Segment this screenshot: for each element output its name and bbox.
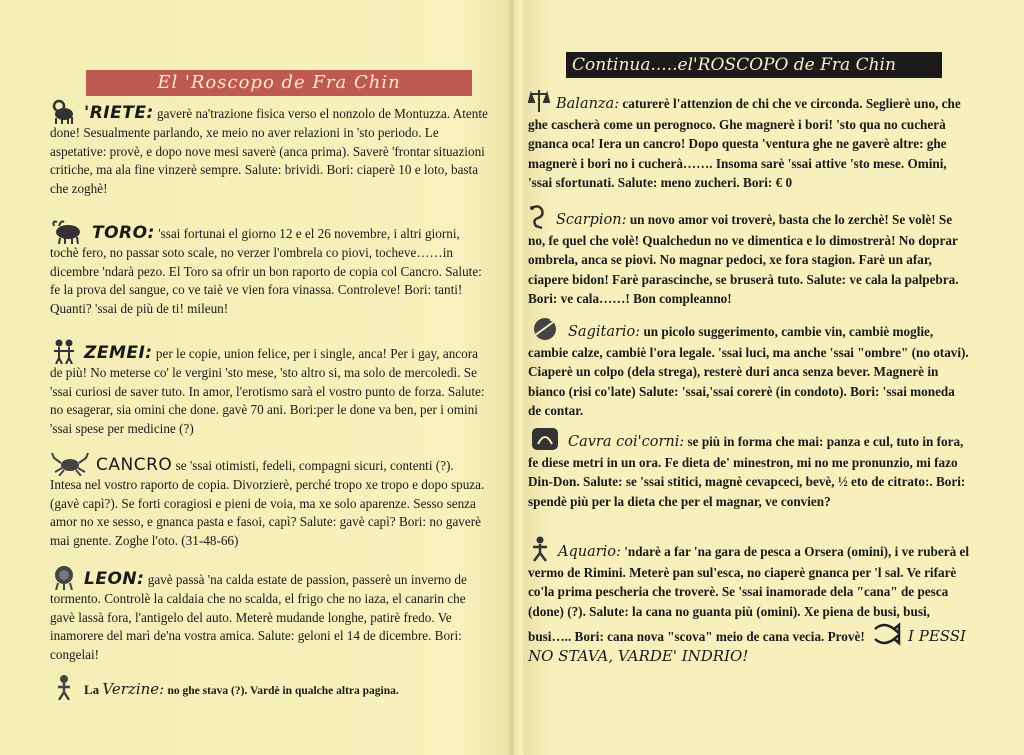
taurus-bull-icon (50, 218, 86, 244)
sign-text: un picolo suggerimento, cambie vin, cambiè moglie, cambie calze, cambiè l'ora legale. 'ssai luci, ma anche 'ssai "ombre" (no otavi). Ciaperè un colpo (dela strega), resterè duri anca senza bever. Magnerè in bianco (risi co'late) Salute: 'ssai,'ssai corerè (in condoto). Bori: 'ssai moneda de contar. (528, 324, 969, 419)
gemini-twins-icon (50, 338, 78, 364)
left-banner-title: El 'Roscopo de Fra Chin (86, 70, 472, 96)
sign-text: caturerè l'attenzion de chi che ve circonda. Seglierè uno, che ghe cascherà come un perognoco. Ghe magnerè i bori! 'sto qua no cucherà gnanca oca! Iera un cancro! Dopo questa 'ventura ghe ne gaverè altre: ghe magnerè i bori no i cucherà……. Insoma sarè 'ssai attive 'sto mese. Omini, 'ssai sfortunati. Salute: meno zucheri. Bori: € 0 (528, 96, 961, 191)
sign-name: Cavra coi'corni: (568, 434, 685, 450)
sign-text: gaverè na'trazione fisica verso el nonzolo de Montuzza. Atente done! Sesualmente parlando, xe meio no aver relazioni in 'sto periodo. Le aspetative: provè, e dopo nove mesi saverè (anca prima). Saverè 'frontar situazioni critiche, ma ala fine vinzerè sempre. Salute: brividi. Bori: ciaperè 10 e loto, basta che zoghè! (50, 106, 488, 196)
scorpio-scorpion-icon (528, 204, 550, 230)
horoscope-scorpio (528, 204, 970, 309)
horoscope-libra (528, 88, 970, 193)
sign-text: per le copie, union felice, per i single, anca! Per i gay, ancora de più! No meterse co' le vergini 'sto mese, 'sto altro si, ma solo de mercoledì. Se 'ssai curiosi de saver tuto. In amor, l'erotismo sarà el vostro punto de forza. Salute: no esagerar, sia omini che done. gavè 70 ani. Bori:per le done va ben, per i omini 'ssai spese per medicine (?) (50, 346, 485, 436)
pisces-fish-icon (872, 621, 902, 647)
sign-name: ZEMEI: (84, 343, 153, 363)
libra-scales-icon (528, 88, 550, 114)
leo-lion-icon (50, 564, 78, 590)
sign-name: Sagitario: (568, 324, 641, 340)
cancer-crab-icon (50, 450, 90, 476)
horoscope-aquarius (528, 536, 970, 667)
sign-name: TORO: (92, 223, 155, 243)
horoscope-capricorn (528, 426, 970, 511)
sign-text: se 'ssai otimisti, fedeli, compagni sicuri, contenti (?). Intesa nel vostro raporto de copia. Divorzierè, perché tropo xe tropo e dopo spuza. (gavè capì?). Se forti coragiosi e pieni de voia, ma xe solo aparenze. Sesso senza amor no xe sesso, e gnanca pasta e fasoi, capì? Salute: gavè capì? Bori: no gaverè mai gnente. Zoghe l'oto. (31-48-66) (50, 458, 485, 548)
sign-name: 'RIETE: (84, 103, 154, 123)
capricorn-goat-icon (528, 426, 562, 452)
sagittarius-archer-icon (528, 316, 562, 342)
horoscope-virgo (50, 674, 488, 701)
sign-name: CANCRO (96, 455, 173, 475)
sign-name: Scarpion: (556, 212, 627, 228)
sign-text: no ghe stava (?). Vardè in qualche altra pagina. (167, 685, 399, 697)
aries-ram-icon (50, 98, 78, 124)
sign-name: LEON: (84, 569, 145, 589)
virgo-prefix: La (84, 682, 100, 697)
sign-text: 'ssai fortunai el giorno 12 e el 26 novembre, i altri giorni, tochè fero, no passar soto scale, no verzer l'ombrela co piovi, tocheve……in dicembre 'ndarà pezo. El Toro sa ofrir un bon raporto de copia col Cancro. Salute: fe la prova del sangue, co ve taiè ve vien fora vinassa. Controleve! Bori: tanti! Quanti? 'ssai de più de ti! mileun! (50, 226, 482, 316)
sign-name: Aquario: (558, 544, 621, 560)
virgo-maiden-icon (50, 674, 78, 700)
horoscope-sagittarius (528, 316, 970, 421)
aquarius-water-bearer-icon (528, 536, 552, 562)
sign-name: Balanza: (556, 96, 620, 112)
horoscope-gemini (50, 338, 488, 438)
horoscope-taurus (50, 218, 488, 318)
horoscope-aries (50, 98, 488, 198)
sign-text: se più in forma che mai: panza e cul, tuto in fora, fe diese metri in un ora. Fe dieta de' minestron, mi no me pronunzio, mi fazo Din-Don. Salute: se 'ssai stitici, magnè cevapceci, bevè, ½ eto de citrato:. Bori: spendè più per la dieta che per el magnar, ve convien? (528, 434, 966, 509)
horoscope-leo (50, 564, 488, 664)
sign-text: un novo amor voi troverè, basta che lo zerchè! Se volè! Se no, fe quel che volè! Qualchedun no ve dimentica e lo dimostrerà! No doprar ombrela, anca se piovi. No magnar pedoci, xe fora stagion. Farè un afar, ciapere bidon! Farè parascinche, se bruserà tuto. Salute: ve cala la palpebra. Bori: ve cala……! Bon compleanno! (528, 212, 959, 307)
sign-text: gavè passà 'na calda estate de passion, passerè un inverno de tormento. Controlè la caldaia che no scalda, el frigo che no iaza, el canarin che gavè lassà fora, l'antigelo del auto. Meterè mudande longhe, patirè fredo. Ve inamorere del marì de'na vostra amica. Salute: geloni el 14 de dicembre. Bori: congelai! (50, 572, 467, 662)
right-banner-title: Continua.....el'ROSCOPO de Fra Chin (566, 52, 942, 78)
sign-text: 'ndarè a far 'na gara de pesca a Orsera (omini), i ve ruberà el vermo de Rimini. Meterè pan sul'esca, no ciaperè gnanca per 'l sal. Ve rifarè co'la prima pescheria che troverè. Se 'ssai inamorade dela "cana" de pesca (done) (?). Salute: la cana no guanta più (omini). Xe piena de busi, busi, busi….. Bori: cana nova "scova" meio de cana vecia. Provè! (528, 544, 969, 645)
horoscope-cancer (50, 450, 488, 550)
center-fold (505, 0, 523, 755)
sign-name: Verzine: (102, 680, 165, 698)
pisces-note: I PESSI NO STAVA, VARDE' INDRIO! (528, 627, 966, 666)
